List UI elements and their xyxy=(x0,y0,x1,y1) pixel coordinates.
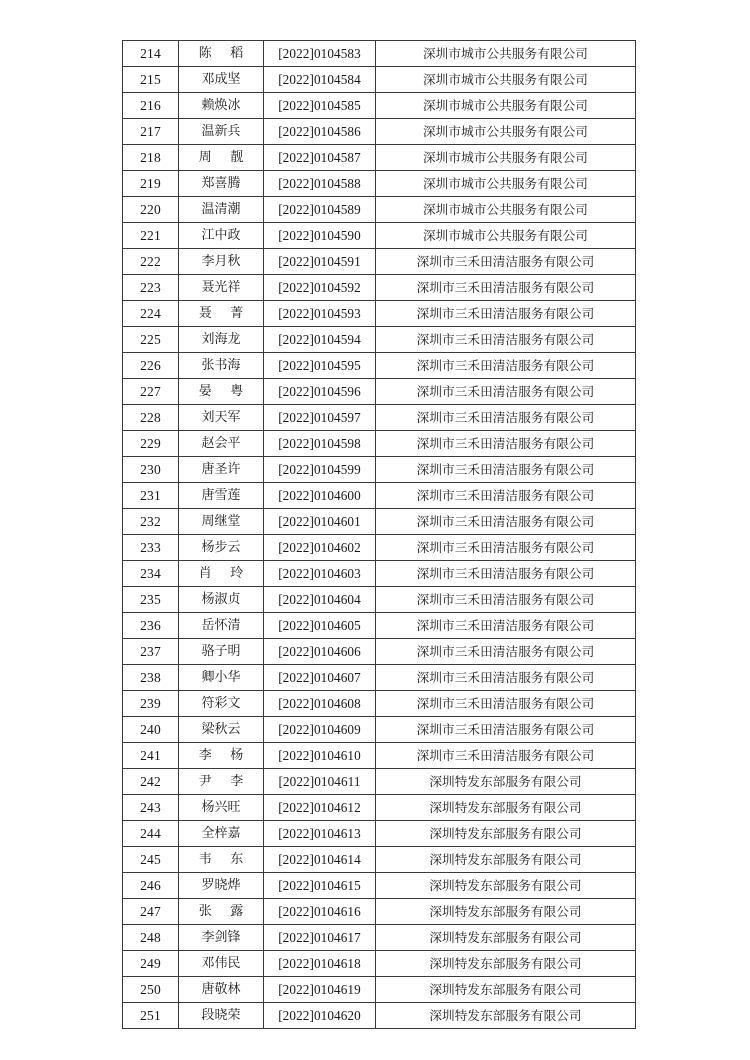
table-row xyxy=(123,847,636,873)
row-name-cell: 聂光祥 xyxy=(179,275,264,301)
row-name-cell: 唐圣许 xyxy=(179,457,264,483)
row-index-cell: 218 xyxy=(123,145,179,171)
row-name-cell: 刘天军 xyxy=(179,405,264,431)
row-name-cell: 周 靓 xyxy=(179,145,264,171)
table-row xyxy=(123,171,636,197)
table-row xyxy=(123,873,636,899)
row-name-cell: 郑喜腾 xyxy=(179,171,264,197)
table-row xyxy=(123,431,636,457)
row-certificate-cell: [2022]0104608 xyxy=(264,691,376,717)
row-index-cell: 241 xyxy=(123,743,179,769)
row-name-cell: 骆子明 xyxy=(179,639,264,665)
row-index-cell: 236 xyxy=(123,613,179,639)
row-index-cell: 215 xyxy=(123,67,179,93)
row-certificate-cell: [2022]0104583 xyxy=(264,41,376,67)
row-certificate-cell: [2022]0104618 xyxy=(264,951,376,977)
row-name-cell: 温清潮 xyxy=(179,197,264,223)
table-row xyxy=(123,691,636,717)
row-certificate-cell: [2022]0104601 xyxy=(264,509,376,535)
row-certificate-cell: [2022]0104588 xyxy=(264,171,376,197)
row-certificate-cell: [2022]0104620 xyxy=(264,1003,376,1029)
row-index-cell: 248 xyxy=(123,925,179,951)
row-certificate-cell: [2022]0104595 xyxy=(264,353,376,379)
row-index-cell: 251 xyxy=(123,1003,179,1029)
row-company-cell: 深圳特发东部服务有限公司 xyxy=(376,847,636,873)
row-certificate-cell: [2022]0104590 xyxy=(264,223,376,249)
row-index-cell: 246 xyxy=(123,873,179,899)
row-name-cell: 张书海 xyxy=(179,353,264,379)
row-name-cell: 江中政 xyxy=(179,223,264,249)
table-row xyxy=(123,821,636,847)
row-company-cell: 深圳市三禾田清洁服务有限公司 xyxy=(376,327,636,353)
row-index-cell: 223 xyxy=(123,275,179,301)
table-row xyxy=(123,769,636,795)
row-name-cell: 聂 菁 xyxy=(179,301,264,327)
row-certificate-cell: [2022]0104615 xyxy=(264,873,376,899)
row-company-cell: 深圳市城市公共服务有限公司 xyxy=(376,93,636,119)
row-name-cell: 温新兵 xyxy=(179,119,264,145)
row-certificate-cell: [2022]0104617 xyxy=(264,925,376,951)
row-company-cell: 深圳市三禾田清洁服务有限公司 xyxy=(376,431,636,457)
row-index-cell: 228 xyxy=(123,405,179,431)
table-row xyxy=(123,249,636,275)
row-name-cell: 杨兴旺 xyxy=(179,795,264,821)
row-index-cell: 234 xyxy=(123,561,179,587)
row-certificate-cell: [2022]0104610 xyxy=(264,743,376,769)
row-name-cell: 尹 李 xyxy=(179,769,264,795)
table-row xyxy=(123,405,636,431)
row-company-cell: 深圳特发东部服务有限公司 xyxy=(376,795,636,821)
table-row xyxy=(123,925,636,951)
row-company-cell: 深圳特发东部服务有限公司 xyxy=(376,977,636,1003)
row-company-cell: 深圳市三禾田清洁服务有限公司 xyxy=(376,691,636,717)
row-certificate-cell: [2022]0104607 xyxy=(264,665,376,691)
row-certificate-cell: [2022]0104619 xyxy=(264,977,376,1003)
row-index-cell: 232 xyxy=(123,509,179,535)
table-row xyxy=(123,1003,636,1029)
table-row xyxy=(123,353,636,379)
row-company-cell: 深圳市城市公共服务有限公司 xyxy=(376,119,636,145)
row-certificate-cell: [2022]0104596 xyxy=(264,379,376,405)
row-name-cell: 杨淑贞 xyxy=(179,587,264,613)
table-row xyxy=(123,67,636,93)
row-certificate-cell: [2022]0104594 xyxy=(264,327,376,353)
row-company-cell: 深圳市三禾田清洁服务有限公司 xyxy=(376,535,636,561)
row-company-cell: 深圳市城市公共服务有限公司 xyxy=(376,67,636,93)
row-certificate-cell: [2022]0104600 xyxy=(264,483,376,509)
table-row xyxy=(123,717,636,743)
row-company-cell: 深圳特发东部服务有限公司 xyxy=(376,873,636,899)
row-name-cell: 李 杨 xyxy=(179,743,264,769)
row-company-cell: 深圳市三禾田清洁服务有限公司 xyxy=(376,457,636,483)
row-company-cell: 深圳市三禾田清洁服务有限公司 xyxy=(376,509,636,535)
row-company-cell: 深圳市三禾田清洁服务有限公司 xyxy=(376,275,636,301)
row-name-cell: 赖焕冰 xyxy=(179,93,264,119)
row-index-cell: 230 xyxy=(123,457,179,483)
row-name-cell: 唐雪莲 xyxy=(179,483,264,509)
table-row xyxy=(123,509,636,535)
table-row xyxy=(123,951,636,977)
row-company-cell: 深圳市城市公共服务有限公司 xyxy=(376,145,636,171)
table-row xyxy=(123,327,636,353)
row-company-cell: 深圳市三禾田清洁服务有限公司 xyxy=(376,483,636,509)
row-name-cell: 李剑锋 xyxy=(179,925,264,951)
row-company-cell: 深圳市城市公共服务有限公司 xyxy=(376,41,636,67)
row-company-cell: 深圳特发东部服务有限公司 xyxy=(376,899,636,925)
row-index-cell: 226 xyxy=(123,353,179,379)
row-index-cell: 247 xyxy=(123,899,179,925)
row-name-cell: 李月秋 xyxy=(179,249,264,275)
row-index-cell: 249 xyxy=(123,951,179,977)
row-certificate-cell: [2022]0104592 xyxy=(264,275,376,301)
row-company-cell: 深圳特发东部服务有限公司 xyxy=(376,925,636,951)
table-row xyxy=(123,743,636,769)
row-index-cell: 214 xyxy=(123,41,179,67)
row-company-cell: 深圳市三禾田清洁服务有限公司 xyxy=(376,249,636,275)
table-row xyxy=(123,561,636,587)
row-name-cell: 陈 稻 xyxy=(179,41,264,67)
table-row xyxy=(123,795,636,821)
row-company-cell: 深圳市三禾田清洁服务有限公司 xyxy=(376,743,636,769)
row-company-cell: 深圳市三禾田清洁服务有限公司 xyxy=(376,353,636,379)
row-company-cell: 深圳市城市公共服务有限公司 xyxy=(376,223,636,249)
row-index-cell: 243 xyxy=(123,795,179,821)
row-certificate-cell: [2022]0104593 xyxy=(264,301,376,327)
row-index-cell: 245 xyxy=(123,847,179,873)
row-name-cell: 刘海龙 xyxy=(179,327,264,353)
row-index-cell: 237 xyxy=(123,639,179,665)
row-name-cell: 杨步云 xyxy=(179,535,264,561)
row-name-cell: 周继堂 xyxy=(179,509,264,535)
row-index-cell: 238 xyxy=(123,665,179,691)
row-certificate-cell: [2022]0104613 xyxy=(264,821,376,847)
row-index-cell: 225 xyxy=(123,327,179,353)
row-name-cell: 邓伟民 xyxy=(179,951,264,977)
table-row xyxy=(123,665,636,691)
row-index-cell: 250 xyxy=(123,977,179,1003)
row-name-cell: 晏 粤 xyxy=(179,379,264,405)
table-row xyxy=(123,301,636,327)
table-row xyxy=(123,613,636,639)
row-certificate-cell: [2022]0104606 xyxy=(264,639,376,665)
row-company-cell: 深圳市三禾田清洁服务有限公司 xyxy=(376,639,636,665)
row-certificate-cell: [2022]0104589 xyxy=(264,197,376,223)
row-company-cell: 深圳市三禾田清洁服务有限公司 xyxy=(376,301,636,327)
row-name-cell: 赵会平 xyxy=(179,431,264,457)
row-company-cell: 深圳特发东部服务有限公司 xyxy=(376,1003,636,1029)
row-index-cell: 240 xyxy=(123,717,179,743)
table-row xyxy=(123,977,636,1003)
row-company-cell: 深圳市城市公共服务有限公司 xyxy=(376,171,636,197)
row-certificate-cell: [2022]0104591 xyxy=(264,249,376,275)
row-certificate-cell: [2022]0104605 xyxy=(264,613,376,639)
row-name-cell: 符彩文 xyxy=(179,691,264,717)
row-company-cell: 深圳市三禾田清洁服务有限公司 xyxy=(376,561,636,587)
row-name-cell: 肖 玲 xyxy=(179,561,264,587)
row-index-cell: 227 xyxy=(123,379,179,405)
row-certificate-cell: [2022]0104597 xyxy=(264,405,376,431)
row-certificate-cell: [2022]0104612 xyxy=(264,795,376,821)
row-certificate-cell: [2022]0104609 xyxy=(264,717,376,743)
row-index-cell: 239 xyxy=(123,691,179,717)
row-index-cell: 233 xyxy=(123,535,179,561)
table-row xyxy=(123,639,636,665)
table-row xyxy=(123,535,636,561)
row-index-cell: 222 xyxy=(123,249,179,275)
certificate-roster-table xyxy=(122,40,636,1029)
row-certificate-cell: [2022]0104587 xyxy=(264,145,376,171)
row-index-cell: 231 xyxy=(123,483,179,509)
row-company-cell: 深圳特发东部服务有限公司 xyxy=(376,821,636,847)
table-body xyxy=(123,41,636,1029)
row-certificate-cell: [2022]0104584 xyxy=(264,67,376,93)
row-certificate-cell: [2022]0104586 xyxy=(264,119,376,145)
row-index-cell: 216 xyxy=(123,93,179,119)
row-certificate-cell: [2022]0104603 xyxy=(264,561,376,587)
row-name-cell: 唐敬林 xyxy=(179,977,264,1003)
row-name-cell: 梁秋云 xyxy=(179,717,264,743)
table-row xyxy=(123,899,636,925)
row-name-cell: 全梓嘉 xyxy=(179,821,264,847)
row-company-cell: 深圳市三禾田清洁服务有限公司 xyxy=(376,405,636,431)
row-index-cell: 224 xyxy=(123,301,179,327)
row-name-cell: 张 露 xyxy=(179,899,264,925)
row-company-cell: 深圳特发东部服务有限公司 xyxy=(376,769,636,795)
row-index-cell: 217 xyxy=(123,119,179,145)
row-certificate-cell: [2022]0104602 xyxy=(264,535,376,561)
row-index-cell: 220 xyxy=(123,197,179,223)
row-name-cell: 韦 东 xyxy=(179,847,264,873)
row-name-cell: 岳怀清 xyxy=(179,613,264,639)
row-company-cell: 深圳市三禾田清洁服务有限公司 xyxy=(376,613,636,639)
table-row xyxy=(123,119,636,145)
row-certificate-cell: [2022]0104614 xyxy=(264,847,376,873)
row-index-cell: 229 xyxy=(123,431,179,457)
row-company-cell: 深圳特发东部服务有限公司 xyxy=(376,951,636,977)
table-row xyxy=(123,379,636,405)
table-row xyxy=(123,197,636,223)
row-certificate-cell: [2022]0104604 xyxy=(264,587,376,613)
row-certificate-cell: [2022]0104598 xyxy=(264,431,376,457)
row-index-cell: 244 xyxy=(123,821,179,847)
row-name-cell: 段晓荣 xyxy=(179,1003,264,1029)
row-company-cell: 深圳市三禾田清洁服务有限公司 xyxy=(376,379,636,405)
table-row xyxy=(123,587,636,613)
table-row xyxy=(123,483,636,509)
row-certificate-cell: [2022]0104616 xyxy=(264,899,376,925)
row-company-cell: 深圳市三禾田清洁服务有限公司 xyxy=(376,717,636,743)
row-index-cell: 242 xyxy=(123,769,179,795)
row-company-cell: 深圳市三禾田清洁服务有限公司 xyxy=(376,665,636,691)
table-row xyxy=(123,275,636,301)
row-company-cell: 深圳市城市公共服务有限公司 xyxy=(376,197,636,223)
row-name-cell: 卿小华 xyxy=(179,665,264,691)
row-certificate-cell: [2022]0104611 xyxy=(264,769,376,795)
table-row xyxy=(123,93,636,119)
row-name-cell: 罗晓烨 xyxy=(179,873,264,899)
table-row xyxy=(123,457,636,483)
table-row xyxy=(123,41,636,67)
table-row xyxy=(123,145,636,171)
row-index-cell: 221 xyxy=(123,223,179,249)
row-company-cell: 深圳市三禾田清洁服务有限公司 xyxy=(376,587,636,613)
row-index-cell: 219 xyxy=(123,171,179,197)
row-name-cell: 邓成坚 xyxy=(179,67,264,93)
row-certificate-cell: [2022]0104585 xyxy=(264,93,376,119)
row-certificate-cell: [2022]0104599 xyxy=(264,457,376,483)
table-row xyxy=(123,223,636,249)
row-index-cell: 235 xyxy=(123,587,179,613)
